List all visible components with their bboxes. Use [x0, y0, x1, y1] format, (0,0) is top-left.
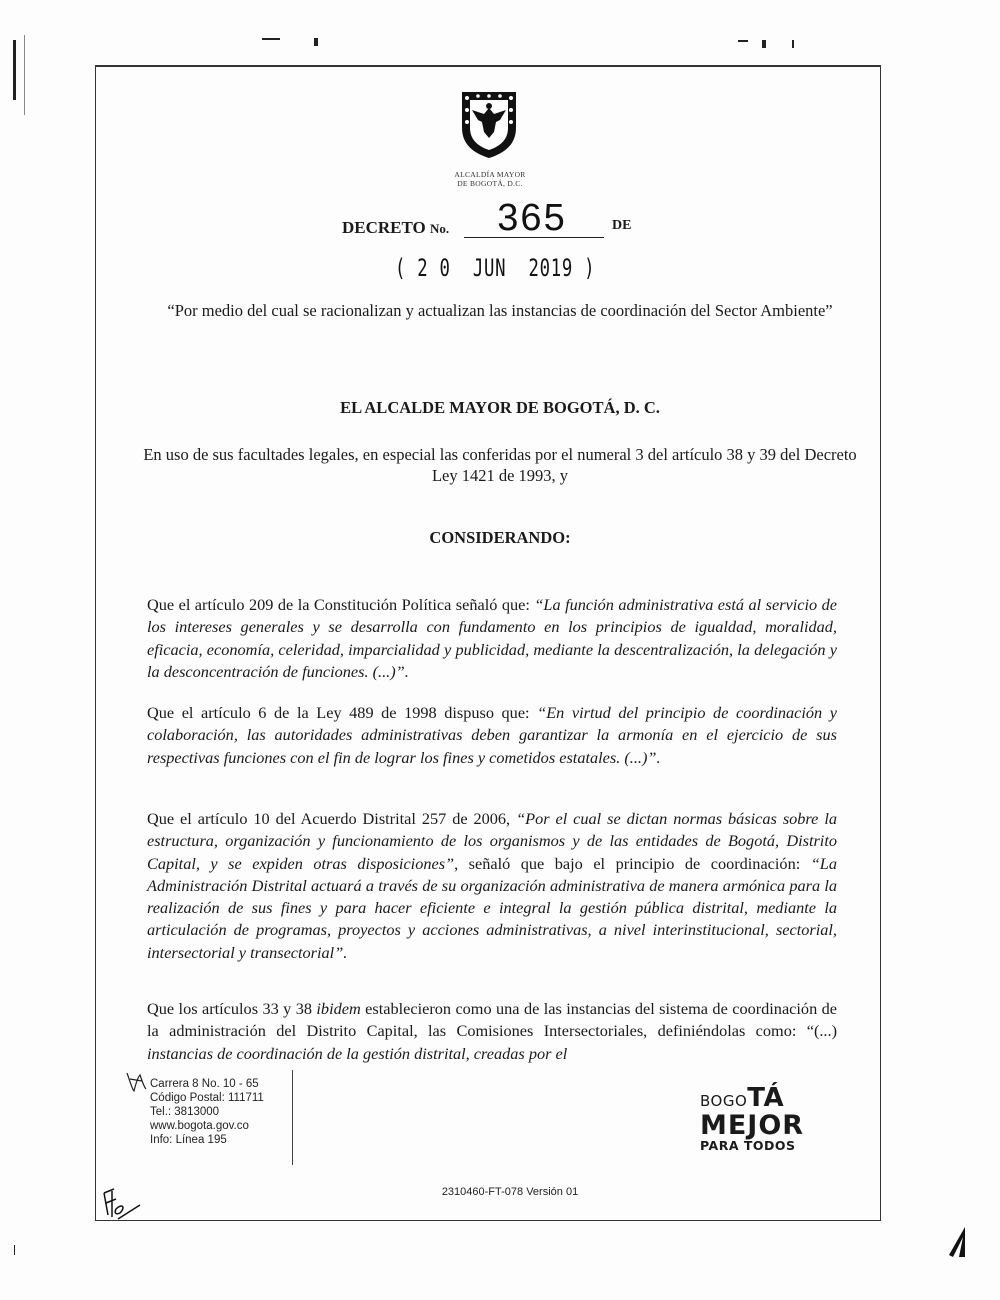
scan-artifact-bottom-tick	[14, 1245, 15, 1255]
scan-artifact-top-dash	[762, 40, 766, 48]
paragraph-text: Que el artículo 209 de la Constitución Política señaló que:	[147, 595, 535, 614]
paragraph-ibidem: ibidem	[316, 999, 361, 1018]
legal-faculties: En uso de sus facultades legales, en especial las conferidas por el numeral 3 del artículo 38 y 39 del Decreto Ley 1421 de 1993, y	[143, 445, 857, 485]
bogota-coat-of-arms-icon	[458, 88, 520, 160]
paragraph-text: Que los artículos 33 y 38	[147, 999, 317, 1018]
decree-label	[342, 218, 449, 238]
decree-subject: “Por medio del cual se racionalizan y actualizan las instancias de coordinación del Sector Ambiente”	[167, 301, 833, 320]
handwritten-page-number	[945, 1225, 969, 1261]
decree-label-text: DECRETO	[342, 218, 426, 237]
form-code: 2310460-FT-078 Versión 01	[441, 1186, 579, 1198]
brand-big: TÁ	[747, 1083, 785, 1113]
considering-paragraph-1	[147, 594, 837, 683]
decree-number: 365	[497, 197, 567, 239]
paragraph-text: establecieron como una de las instancias del sistema de coordinación de la administración del Distrito Capital, las Comisiones Intersectoriales, definiéndolas como: “(...)	[147, 999, 837, 1041]
considering-paragraph-2	[147, 702, 837, 769]
paragraph-quote: “Por el cual se dictan normas básicas sobre la estructura, organización y funcionamiento de los organismos y de las entidades de Bogotá, Distrito Capital, y se expiden otras disposiciones”	[147, 809, 837, 873]
brand-small: BOGO	[700, 1092, 748, 1110]
info-line: Info: Línea 195	[150, 1134, 227, 1146]
date-stamp: ( 2 0 JUN 2019 )	[395, 254, 596, 282]
considering-heading: CONSIDERANDO:	[429, 528, 571, 547]
decree-heading	[342, 197, 662, 245]
scan-artifact-left-bar	[13, 40, 16, 100]
website-link[interactable]: www.bogota.gov.co	[150, 1120, 249, 1132]
considering-paragraph-3	[147, 808, 837, 964]
paragraph-quote: “En virtud del principio de coordinación y colaboración, las autoridades administrativas deben garantizar la armonía en el ejercicio de sus respectivas funciones con el fin de lograr los fines y cometidos estatales. (...)”.	[147, 703, 837, 767]
postal-code: Código Postal: 111711	[150, 1092, 264, 1104]
scan-artifact-top-dash	[262, 38, 280, 40]
address-line: Carrera 8 No. 10 - 65	[150, 1078, 259, 1090]
decree-label-suffix: No.	[430, 221, 450, 236]
scan-artifact-top-dash	[314, 38, 318, 46]
paragraph-quote: “La función administrativa está al servicio de los intereses generales y se desarrolla con fundamento en los principios de igualdad, moralidad, eficacia, economía, celeridad, imparcialidad y publicidad, mediante la descentralización, la delegación y la desconcentración de funciones. (...)”.	[147, 595, 837, 681]
institution-line-2: DE BOGOTÁ, D.C.	[457, 179, 523, 188]
handwritten-initials	[100, 1185, 160, 1225]
phone: Tel.: 3813000	[150, 1106, 220, 1118]
bogota-mejor-logo	[700, 1083, 840, 1153]
scan-artifact-top-dash	[738, 40, 748, 42]
scan-artifact-top-dash	[792, 40, 794, 48]
scan-artifact-left-line	[24, 35, 25, 115]
considering-paragraph-4	[147, 998, 837, 1065]
paragraph-text: Que el artículo 10 del Acuerdo Distrital 257 de 2006,	[147, 809, 517, 828]
decree-connector: DE	[612, 218, 632, 233]
brand-line-3: PARA TODOS	[700, 1138, 796, 1153]
institution-name	[400, 170, 580, 188]
paragraph-text: , señaló que bajo el principio de coordinación:	[454, 853, 811, 873]
institution-line-1: ALCALDÍA MAYOR	[454, 170, 526, 179]
issuer-heading: EL ALCALDE MAYOR DE BOGOTÁ, D. C.	[340, 398, 660, 417]
footer-address	[150, 1077, 290, 1147]
footer-separator	[292, 1070, 293, 1165]
paragraph-text: Que el artículo 6 de la Ley 489 de 1998 dispuso que:	[147, 703, 538, 722]
paragraph-quote: “La Administración Distrital actuará a través de su organización administrativa de manera armónica para la realización de sus fines y para hacer eficiente e integral la gestión pública distrital, mediante la articulación de programas, proyectos y acciones administrativas, a nivel interinstitucional, sectorial, intersectorial y transectorial”.	[147, 853, 837, 962]
brand-line-2: MEJOR	[700, 1110, 805, 1141]
paragraph-quote: instancias de coordinación de la gestión distrital, creadas por el	[147, 1043, 568, 1063]
